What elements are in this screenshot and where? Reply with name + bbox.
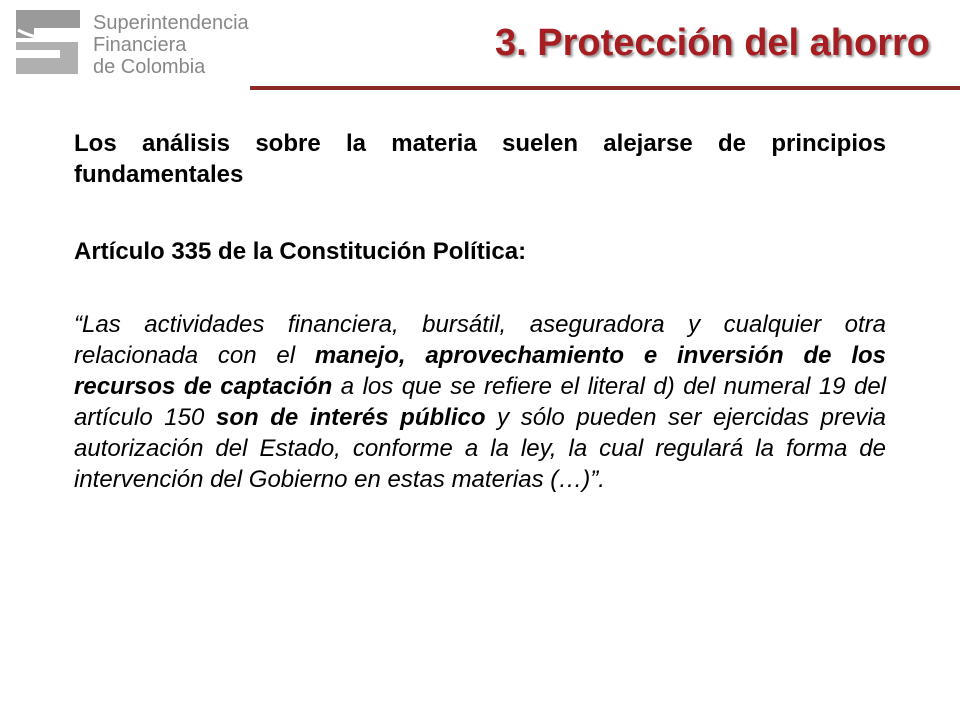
logo-mark-icon	[10, 6, 84, 78]
superintendencia-logo	[10, 4, 250, 84]
constitution-quote	[74, 309, 886, 495]
quote-text-2: a los que se refiere el literal d) del numeral 19 del artículo 150	[74, 373, 886, 431]
logo-line-2: Financiera	[93, 34, 187, 56]
quote-emphasis-2: son de interés público	[215, 404, 486, 431]
logo-line-1: Superintendencia	[93, 12, 249, 34]
article-heading: Artículo 335 de la Constitución Política:	[74, 238, 527, 265]
intro-paragraph: Los análisis sobre la materia suelen alejarse de principios fundamentales	[74, 130, 886, 188]
header-divider	[250, 86, 960, 90]
quote-emphasis-1: manejo, aprovechamiento e inversión de los recursos de captación	[74, 342, 886, 400]
quote-text-1: “Las actividades financiera, bursátil, aseguradora y cualquier otra relacionada con el	[74, 311, 886, 369]
slide-body	[74, 128, 886, 495]
logo-line-3: de Colombia	[93, 56, 206, 78]
slide-title: 3. Protección del ahorro	[495, 22, 930, 64]
quote-text-3: y sólo pueden ser ejercidas previa autorización del Estado, conforme a la ley, la cual regulará la forma de intervención del Gobierno en estas materias (…)”.	[74, 404, 886, 493]
logo-text	[93, 12, 249, 78]
